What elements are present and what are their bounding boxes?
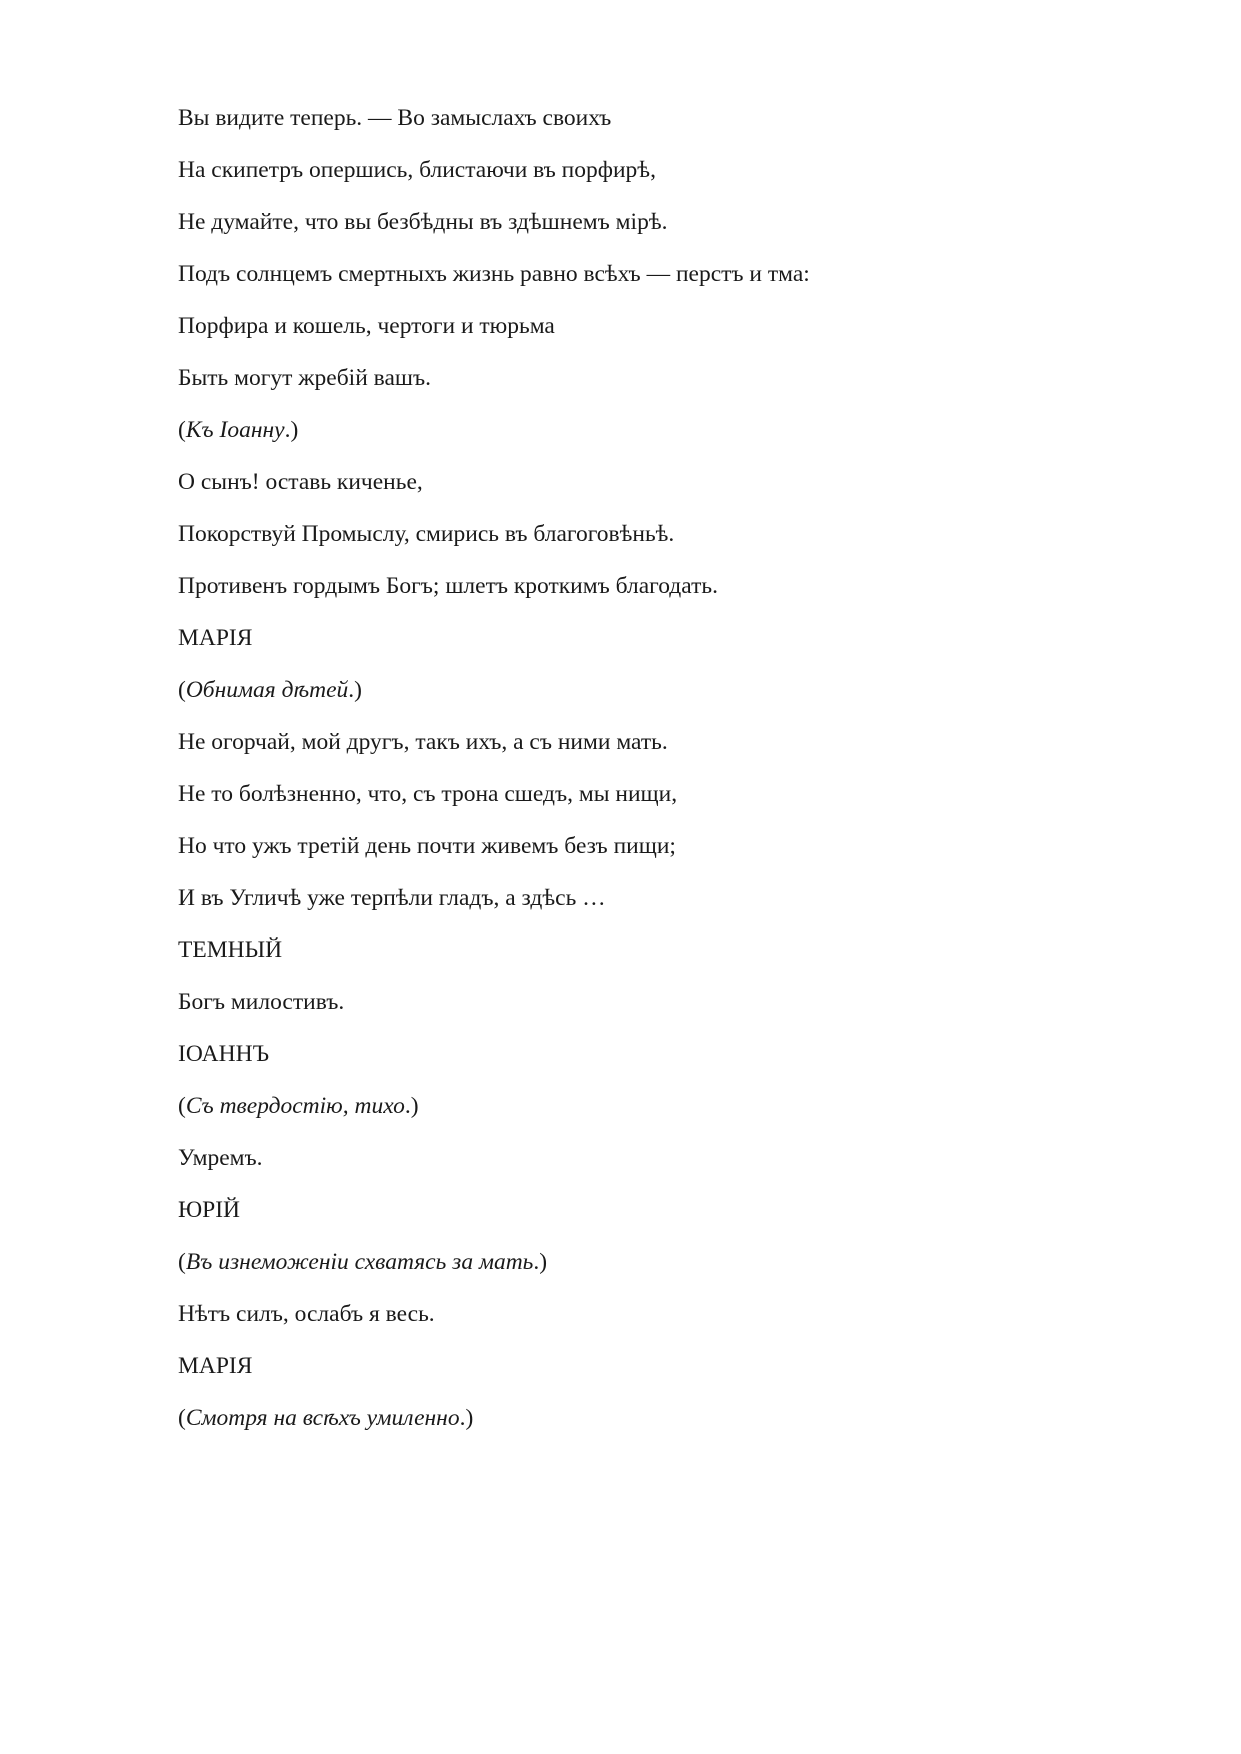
paren-close: .) xyxy=(348,677,362,703)
paren-close: .) xyxy=(284,417,299,443)
verse-line: Вы видите теперь. — Во замыслахъ своихъ xyxy=(178,105,612,131)
paren-open: ( xyxy=(178,417,186,443)
speaker-name: ІОАННЪ xyxy=(178,1041,270,1067)
verse-line: На скипетръ опершись, блистаючи въ порфирѣ, xyxy=(178,157,656,183)
verse-line: Подъ солнцемъ смертныхъ жизнь равно всѣхъ — перстъ и тма: xyxy=(178,261,810,287)
paren-open: ( xyxy=(178,677,186,703)
paren-open: ( xyxy=(178,1405,186,1431)
stage-direction xyxy=(178,1092,419,1120)
verse-line: Порфира и кошель, чертоги и тюрьма xyxy=(178,313,555,339)
paren-open: ( xyxy=(178,1093,186,1119)
paren-close: .) xyxy=(459,1405,474,1431)
paren-open: ( xyxy=(178,1249,186,1275)
stage-direction xyxy=(178,1404,473,1432)
speaker-name: ТЕМНЫЙ xyxy=(178,937,283,963)
verse-line: Не то болѣзненно, что, съ трона сшедъ, мы нищи, xyxy=(178,781,678,807)
stage-direction-text: Съ твердостію, тихо xyxy=(185,1093,405,1119)
speaker-name: МАРІЯ xyxy=(178,625,253,651)
stage-direction xyxy=(178,1248,547,1276)
verse-line: Покорствуй Промыслу, смирись въ благоговѣньѣ. xyxy=(178,521,675,547)
verse-line: Богъ милостивъ. xyxy=(178,989,345,1015)
verse-line: Не думайте, что вы безбѣдны въ здѣшнемъ мірѣ. xyxy=(178,209,668,235)
paren-close: .) xyxy=(404,1093,419,1119)
verse-line: Противенъ гордымъ Богъ; шлетъ кроткимъ благодать. xyxy=(178,573,718,599)
speaker-name: МАРІЯ xyxy=(178,1353,253,1379)
stage-direction-text: Обнимая дѣтей xyxy=(185,677,349,703)
stage-direction-text: Къ Іоанну xyxy=(185,417,285,443)
verse-line: Нѣтъ силъ, ослабъ я весь. xyxy=(178,1301,435,1327)
stage-direction xyxy=(178,676,362,704)
stage-direction xyxy=(178,416,298,444)
paren-close: .) xyxy=(533,1249,548,1275)
verse-line: Быть могут жребій вашъ. xyxy=(178,365,431,391)
verse-line: Умремъ. xyxy=(178,1145,263,1171)
stage-direction-text: Въ изнеможеніи схватясь за мать xyxy=(185,1249,534,1275)
verse-line: Но что ужъ третій день почти живемъ безъ пищи; xyxy=(178,833,676,859)
speaker-name: ЮРІЙ xyxy=(178,1197,241,1223)
verse-line: О сынъ! оставь киченье, xyxy=(178,469,423,495)
verse-line: Не огорчай, мой другъ, такъ ихъ, а съ ними мать. xyxy=(178,729,668,755)
stage-direction-text: Смотря на всѣхъ умиленно xyxy=(185,1405,460,1431)
verse-line: И въ Угличѣ уже терпѣли гладъ, а здѣсь … xyxy=(178,885,606,911)
